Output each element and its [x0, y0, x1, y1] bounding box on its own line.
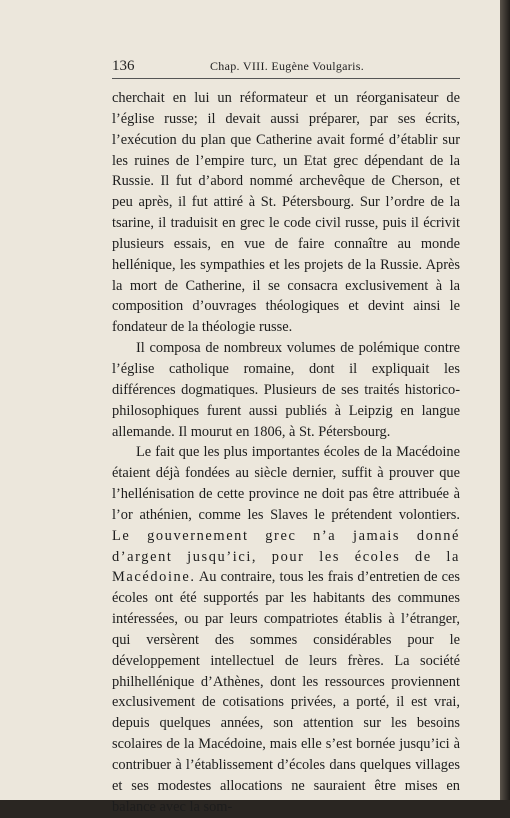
page-edge [500, 0, 510, 800]
paragraph-3-start: Le fait que les plus importantes écoles de la Macédoine étaient déjà fondées au siècle dernier, suffit à prouver que l’hellénisation de cette province ne doit pas être attribuée à l’or athénien, comme les Slaves le prétendent volontiers. [112, 444, 460, 523]
page-number: 136 [112, 58, 135, 74]
page-header [112, 56, 460, 79]
emphasized-sentence: Le gouvernement grec n’a jamais donné d’argent jusqu’ici, pour les écoles de la Macédoine. [112, 527, 460, 586]
paragraph-3-end: Au contraire, tous les frais d’entretien de ces écoles ont été supportés par les habitants des communes intéressées, ou par leurs compatriotes établis à l’étranger, qui versèrent des sommes considérables pour le développement intellectuel de leurs frères. La société philhellénique d’Athènes, dont les ressources proviennent exclusivement de cotisations privées, a porté, il est vrai, depuis quelques années, son attention sur les besoins scolaires de la Macédoine, mais elle s’est bornée jusqu’ici à contribuer à l’établissement d’écoles dans quelques villages et ses modestes allocations ne sauraient être mises en balance avec la som- [112, 569, 460, 815]
paragraph-3 [112, 442, 460, 817]
paragraph-1: cherchait en lui un réformateur et un réorganisateur de l’église russe; il devait aussi préparer, par ses écrits, l’exécution du plan que Catherine avait formé d’établir sur les ruines de l’empire turc, un Etat grec dépendant de la Russie. Il fut d’abord nommé archevêque de Cherson, et peu après, il fut attiré à St. Pétersbourg. Sur l’ordre de la tsarine, il traduisit en grec le code civil russe, puis il écrivit plusieurs essais, en vue de faire connaître au monde hellénique, les sympathies et les projets de la Russie. Après la mort de Catherine, il se consacra exclusivement à la composition d’ouvrages théologiques et devint ainsi le fondateur de la théologie russe. [112, 90, 460, 336]
body-text [112, 88, 460, 818]
paragraph-2: Il composa de nombreux volumes de polémique contre l’église catholique romaine, dont il expliquait les différences dogmatiques. Plusieurs de ses traités historico-philosophiques furent aussi publiés à Leipzig en langue allemande. Il mourut en 1806, à St. Pétersbourg. [112, 340, 460, 440]
running-title: Chap. VIII. Eugène Voulgaris. [210, 59, 365, 73]
